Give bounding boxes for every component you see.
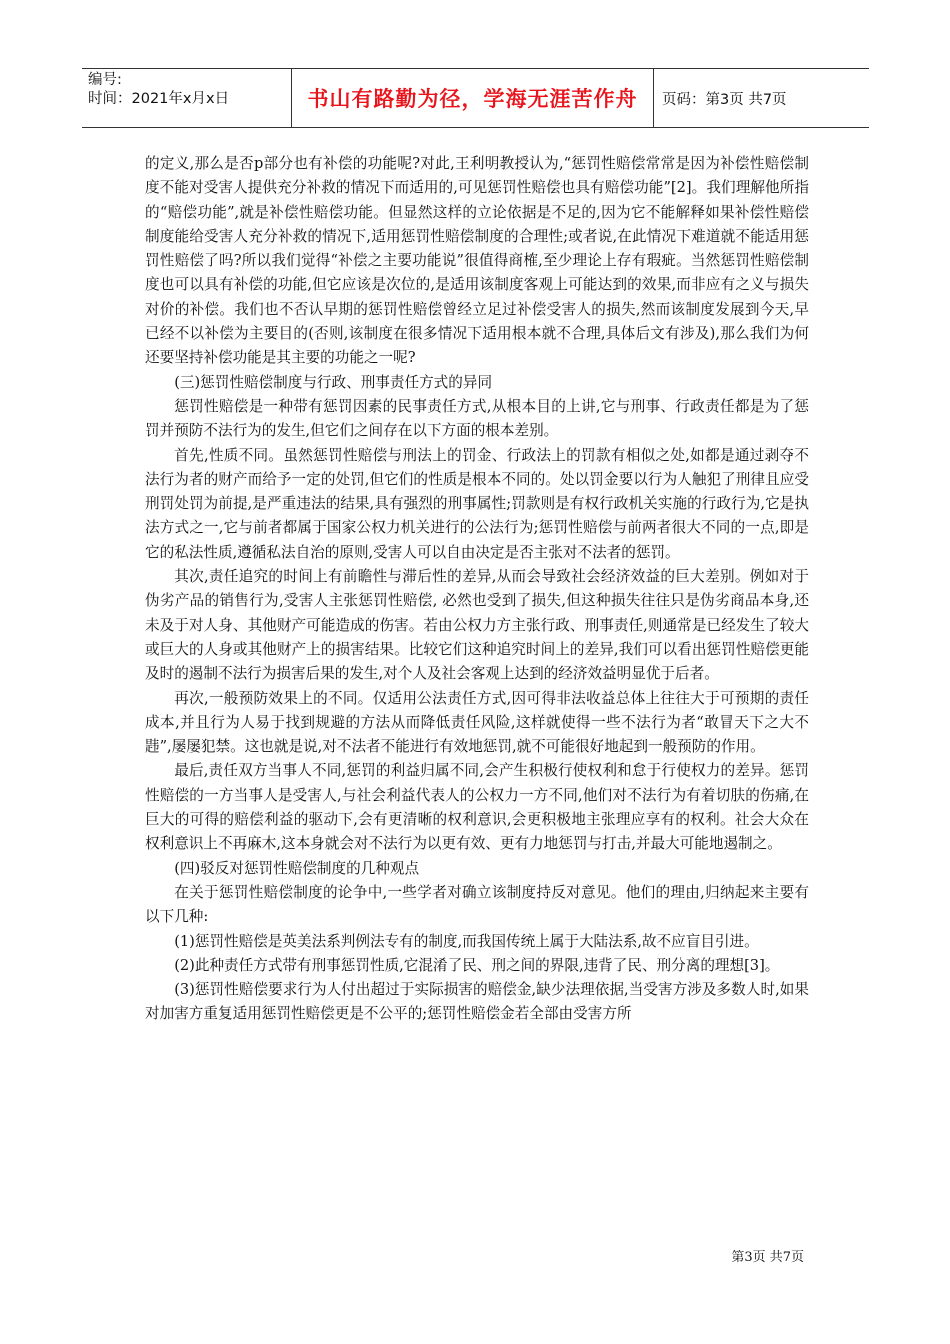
list-item-3: (3)惩罚性赔偿要求行为人付出超过于实际损害的赔偿金,缺少法理依据,当受害方涉及多数人时,如果对加害方重复适用惩罚性赔偿更是不公平的;惩罚性赔偿金若全部由受害方所: [145, 981, 809, 1023]
document-body: [145, 152, 809, 1027]
header-info-cell: [82, 69, 292, 127]
page-footer-number: 第3页 共7页: [731, 1250, 804, 1265]
list-item-1: (1)惩罚性赔偿是英美法系判例法专有的制度,而我国传统上属于大陆法系,故不应盲目引进。: [174, 932, 759, 950]
section-heading-3: (三)惩罚性赔偿制度与行政、刑事责任方式的异同: [174, 373, 493, 391]
paragraph: 再次,一般预防效果上的不同。仅适用公法责任方式,因可得非法收益总体上往往大于可预期的责任成本,并且行为人易于找到规避的方法从而降低责任风险,这样就使得一些不法行为者“敢冒天下之大不韪”,屡屡犯禁。这也就是说,对不法者不能进行有效地惩罚,就不可能很好地起到一般预防的作用。: [145, 689, 809, 756]
document-time-label: 时间：2021年x月x日: [88, 91, 230, 107]
page-header: [82, 68, 869, 128]
list-item-2: (2)此种责任方式带有刑事惩罚性质,它混淆了民、刑之间的界限,违背了民、刑分离的理想[3]。: [174, 956, 780, 974]
paragraph: 最后,责任双方当事人不同,惩罚的利益归属不同,会产生积极行使权利和怠于行使权力的差异。惩罚性赔偿的一方当事人是受害人,与社会利益代表人的公权力一方不同,他们对不法行为有着切肤的伤痛,在巨大的可得的赔偿利益的驱动下,会有更清晰的权利意识,会更积极地主张理应享有的权利。社会大众在权利意识上不再麻木,这本身就会对不法行为以更有效、更有力地惩罚与打击,并最大可能地遏制之。: [145, 762, 809, 853]
paragraph: 首先,性质不同。虽然惩罚性赔偿与刑法上的罚金、行政法上的罚款有相似之处,如都是通过剥夺不法行为者的财产而给予一定的处罚,但它们的性质是根本不同的。处以罚金要以行为人触犯了刑律且应受刑罚处罚为前提,是严重违法的结果,具有强烈的刑事属性;罚款则是有权行政机关实施的行政行为,它是执法方式之一,它与前者都属于国家公权力机关进行的公法行为;惩罚性赔偿与前两者很大不同的一点,即是它的私法性质,遵循私法自治的原则,受害人可以自由决定是否主张对不法者的惩罚。: [145, 446, 809, 561]
section-heading-4: (四)驳反对惩罚性赔偿制度的几种观点: [174, 859, 420, 877]
paragraph: 在关于惩罚性赔偿制度的论争中,一些学者对确立该制度持反对意见。他们的理由,归纳起来主要有以下几种:: [145, 883, 809, 926]
paragraph: 惩罚性赔偿是一种带有惩罚因素的民事责任方式,从根本目的上讲,它与刑事、行政责任都是为了惩罚并预防不法行为的发生,但它们之间存在以下方面的根本差别。: [145, 397, 809, 440]
paragraph-first-continued: 的定义,那么是否p部分也有补偿的功能呢?对此,王利明教授认为,“惩罚性赔偿常常是因为补偿性赔偿制度不能对受害人提供充分补救的情况下而适用的,可见惩罚性赔偿也具有赔偿功能”[2]。我们理解他所指的“赔偿功能”,就是补偿性赔偿功能。但显然这样的立论依据是不足的,因为它不能解释如果补偿性赔偿制度能给受害人充分补救的情况下,适用惩罚性赔偿制度的合理性;或者说,在此情况下难道就不能适用惩罚性赔偿了吗?所以我们觉得“补偿之主要功能说”很值得商榷,至少理论上存有瑕疵。当然惩罚性赔偿制度也可以具有补偿的功能,但它应该是次位的,是适用该制度客观上可能达到的效果,而非应有之义与损失对价的补偿。我们也不否认早期的惩罚性赔偿曾经立足过补偿受害人的损失,然而该制度发展到今天,早已经不以补偿为主要目的(否则,该制度在很多情况下适用根本就不合理,具体后文有涉及),那么我们为何还要坚持补偿功能是其主要的功能之一呢?: [145, 155, 809, 367]
paragraph: 其次,责任追究的时间上有前瞻性与滞后性的差异,从而会导致社会经济效益的巨大差别。例如对于伪劣产品的销售行为,受害人主张惩罚性赔偿, 必然也受到了损失,但这种损失往往只是伪劣商品本身,还未及于对人身、其他财产可能造成的伤害。若由公权力方主张行政、刑事责任,则通常是已经发生了较大或巨大的人身或其他财产上的损害结果。比较它们这种追究时间上的差异,我们可以看出惩罚性赔偿更能及时的遏制不法行为损害后果的发生,对个人及社会客观上达到的经济效益明显优于后者。: [145, 568, 809, 683]
header-page-number: 页码：第3页 共7页: [662, 91, 787, 108]
document-number-label: 编号:: [88, 72, 122, 88]
header-motto: 书山有路勤为径，学海无涯苦作舟: [292, 69, 654, 127]
